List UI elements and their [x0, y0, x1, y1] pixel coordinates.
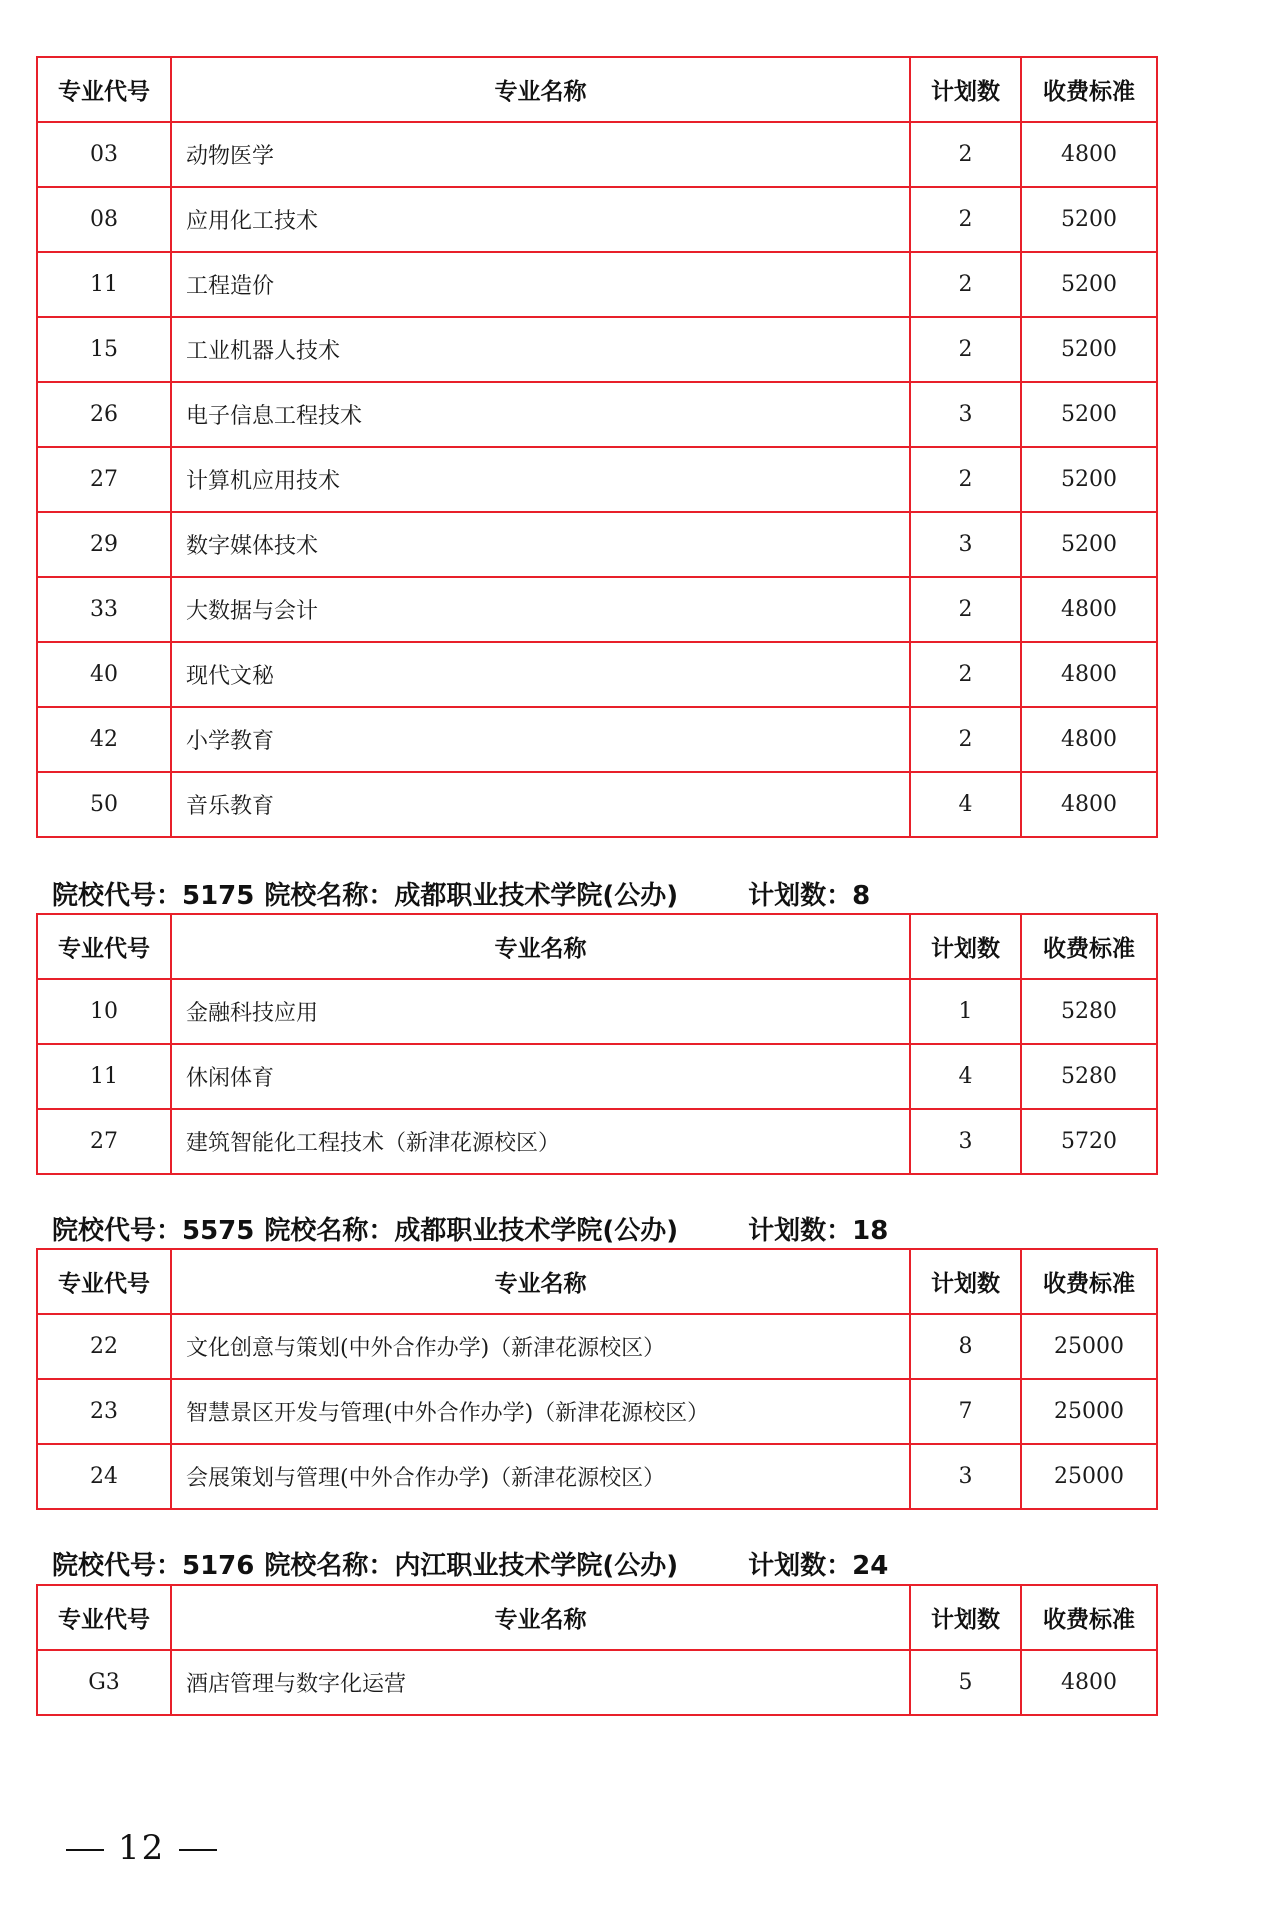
cell-plan-count: 2 [910, 122, 1021, 187]
school-name-label: 院校名称：成都职业技术学院(公办) [264, 1216, 679, 1246]
cell-fee: 5280 [1021, 979, 1157, 1044]
col-header-fee: 收费标准 [1021, 57, 1157, 122]
cell-major-name: 数字媒体技术 [171, 512, 910, 577]
major-table-3 [36, 1248, 1158, 1510]
col-header-plan: 计划数 [910, 57, 1021, 122]
cell-plan-count: 1 [910, 979, 1021, 1044]
table-row [37, 187, 1157, 252]
cell-major-code: 11 [37, 1044, 171, 1109]
cell-plan-count: 8 [910, 1314, 1021, 1379]
cell-major-code: 42 [37, 707, 171, 772]
table-row [37, 1044, 1157, 1109]
cell-major-code: 33 [37, 577, 171, 642]
school-name-label: 院校名称：内江职业技术学院(公办) [264, 1551, 679, 1581]
cell-fee: 4800 [1021, 1650, 1157, 1715]
cell-plan-count: 3 [910, 1109, 1021, 1174]
cell-major-name: 现代文秘 [171, 642, 910, 707]
cell-plan-count: 2 [910, 252, 1021, 317]
cell-major-code: G3 [37, 1650, 171, 1715]
table-row [37, 707, 1157, 772]
table-row [37, 1314, 1157, 1379]
table-row [37, 122, 1157, 187]
school-code-label: 院校代号：5176 [52, 1551, 255, 1581]
col-header-code: 专业代号 [37, 1585, 171, 1650]
cell-major-name: 电子信息工程技术 [171, 382, 910, 447]
cell-plan-count: 3 [910, 512, 1021, 577]
table-header-row [37, 914, 1157, 979]
table-header-row [37, 1249, 1157, 1314]
table-row [37, 447, 1157, 512]
cell-major-name: 计算机应用技术 [171, 447, 910, 512]
col-header-plan: 计划数 [910, 1585, 1021, 1650]
col-header-name: 专业名称 [171, 57, 910, 122]
table-row [37, 1379, 1157, 1444]
cell-fee: 25000 [1021, 1444, 1157, 1509]
cell-major-name: 智慧景区开发与管理(中外合作办学)（新津花源校区） [171, 1379, 910, 1444]
cell-fee: 4800 [1021, 772, 1157, 837]
cell-fee: 4800 [1021, 122, 1157, 187]
cell-major-name: 会展策划与管理(中外合作办学)（新津花源校区） [171, 1444, 910, 1509]
col-header-fee: 收费标准 [1021, 1585, 1157, 1650]
table-row [37, 577, 1157, 642]
cell-plan-count: 2 [910, 447, 1021, 512]
table-row [37, 979, 1157, 1044]
cell-fee: 5200 [1021, 447, 1157, 512]
table-header-row [37, 57, 1157, 122]
cell-fee: 25000 [1021, 1379, 1157, 1444]
table-row [37, 512, 1157, 577]
cell-major-name: 动物医学 [171, 122, 910, 187]
table-block-2 [36, 913, 1156, 1175]
cell-fee: 25000 [1021, 1314, 1157, 1379]
col-header-plan: 计划数 [910, 1249, 1021, 1314]
cell-fee: 5200 [1021, 252, 1157, 317]
table-row [37, 772, 1157, 837]
cell-plan-count: 2 [910, 577, 1021, 642]
table-row [37, 382, 1157, 447]
cell-fee: 5200 [1021, 512, 1157, 577]
major-table-1 [36, 56, 1158, 838]
cell-plan-count: 4 [910, 772, 1021, 837]
cell-major-code: 15 [37, 317, 171, 382]
col-header-name: 专业名称 [171, 914, 910, 979]
school-plan-label: 计划数：8 [748, 881, 871, 911]
cell-fee: 5200 [1021, 317, 1157, 382]
cell-plan-count: 3 [910, 1444, 1021, 1509]
major-table-4 [36, 1584, 1158, 1716]
cell-fee: 4800 [1021, 577, 1157, 642]
cell-plan-count: 2 [910, 187, 1021, 252]
cell-major-name: 应用化工技术 [171, 187, 910, 252]
col-header-plan: 计划数 [910, 914, 1021, 979]
cell-major-name: 休闲体育 [171, 1044, 910, 1109]
cell-major-code: 26 [37, 382, 171, 447]
table-row [37, 1650, 1157, 1715]
table-row [37, 317, 1157, 382]
cell-plan-count: 3 [910, 382, 1021, 447]
school-heading-5175 [52, 876, 870, 916]
school-plan-label: 计划数：24 [748, 1551, 889, 1581]
cell-major-code: 08 [37, 187, 171, 252]
cell-major-code: 11 [37, 252, 171, 317]
cell-plan-count: 4 [910, 1044, 1021, 1109]
cell-plan-count: 5 [910, 1650, 1021, 1715]
cell-major-name: 酒店管理与数字化运营 [171, 1650, 910, 1715]
cell-major-name: 建筑智能化工程技术（新津花源校区） [171, 1109, 910, 1174]
cell-plan-count: 2 [910, 317, 1021, 382]
cell-major-code: 50 [37, 772, 171, 837]
school-code-label: 院校代号：5575 [52, 1216, 255, 1246]
table-block-4 [36, 1584, 1156, 1716]
cell-major-code: 23 [37, 1379, 171, 1444]
cell-fee: 4800 [1021, 642, 1157, 707]
cell-fee: 5200 [1021, 187, 1157, 252]
cell-major-code: 27 [37, 447, 171, 512]
cell-fee: 5720 [1021, 1109, 1157, 1174]
school-name-label: 院校名称：成都职业技术学院(公办) [264, 881, 679, 911]
cell-major-name: 金融科技应用 [171, 979, 910, 1044]
cell-major-name: 工业机器人技术 [171, 317, 910, 382]
cell-major-name: 文化创意与策划(中外合作办学)（新津花源校区） [171, 1314, 910, 1379]
page-number-value: 12 [118, 1828, 166, 1868]
cell-plan-count: 7 [910, 1379, 1021, 1444]
page-number-dash-left [66, 1849, 104, 1851]
cell-major-code: 29 [37, 512, 171, 577]
major-table-2 [36, 913, 1158, 1175]
school-plan-label: 计划数：18 [748, 1216, 889, 1246]
col-header-code: 专业代号 [37, 914, 171, 979]
cell-major-code: 24 [37, 1444, 171, 1509]
cell-major-code: 10 [37, 979, 171, 1044]
school-code-label: 院校代号：5175 [52, 881, 255, 911]
page-number-dash-right [179, 1849, 217, 1851]
col-header-code: 专业代号 [37, 57, 171, 122]
table-row [37, 642, 1157, 707]
school-heading-5176 [52, 1546, 888, 1586]
school-heading-5575 [52, 1211, 888, 1251]
cell-major-code: 27 [37, 1109, 171, 1174]
table-row [37, 252, 1157, 317]
cell-major-name: 小学教育 [171, 707, 910, 772]
cell-fee: 5280 [1021, 1044, 1157, 1109]
page-number [52, 1828, 231, 1868]
col-header-name: 专业名称 [171, 1249, 910, 1314]
table-header-row [37, 1585, 1157, 1650]
col-header-name: 专业名称 [171, 1585, 910, 1650]
col-header-fee: 收费标准 [1021, 1249, 1157, 1314]
table-block-3 [36, 1248, 1156, 1510]
table-row [37, 1109, 1157, 1174]
cell-major-code: 22 [37, 1314, 171, 1379]
cell-plan-count: 2 [910, 707, 1021, 772]
cell-major-code: 40 [37, 642, 171, 707]
cell-fee: 5200 [1021, 382, 1157, 447]
cell-plan-count: 2 [910, 642, 1021, 707]
cell-major-name: 音乐教育 [171, 772, 910, 837]
col-header-code: 专业代号 [37, 1249, 171, 1314]
col-header-fee: 收费标准 [1021, 914, 1157, 979]
cell-major-name: 工程造价 [171, 252, 910, 317]
cell-major-code: 03 [37, 122, 171, 187]
cell-fee: 4800 [1021, 707, 1157, 772]
table-block-1 [36, 56, 1156, 838]
table-row [37, 1444, 1157, 1509]
cell-major-name: 大数据与会计 [171, 577, 910, 642]
